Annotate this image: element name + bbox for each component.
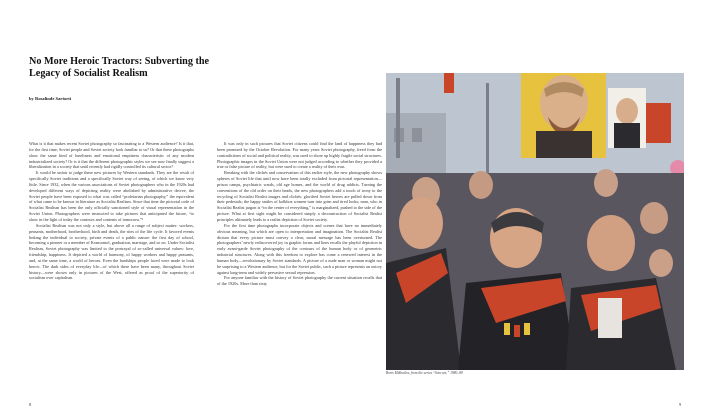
page-number-right: 9: [679, 402, 682, 407]
paragraph: What is it that makes recent Soviet photography so fascinating to a Western audience? Is it that, for the first time, Soviet people and Soviet society look familiar to us? Or that these photographs show the same kind of loneliness and emotional emptiness characteristic of any modern industrialized society? Or is it that the different photographic styles we see now finally suggest a liberalization in a society that until recently had rigidly controlled its cultural sector?: [29, 141, 194, 170]
paragraph: For the first time photographs incorporate objects and scenes that have no immediately obvious meaning, but which are open to interpretation and imagination. The Socialist Realist dictum that every picture must convey a clear, moral message has been overturned. The photographers’ newly rediscovered joy in graphic forms and lines recalls the playful depiction in early avant-garde Soviet photography of the contours of the human body or of geometric industrial structures. Along with this freedom to explore has come a renewed interest in the human body—revolutionary by Soviet standards. A picture of a nude man or woman might not be surprising to a Western audience, but for the Soviet public, such a picture represents an outcry against long-term and widely pervasive sexual repression.: [217, 222, 382, 275]
article-byline: by Rosalinde Sartorti: [29, 96, 72, 101]
figure-photo: [386, 73, 684, 370]
text-column-left: [29, 141, 194, 281]
paragraph: It would be unfair to judge these new pictures by Western standards. They are the result of specifically Soviet traditions and a specifically Soviet way of seeing, of which we know very little. Since 1932, when the various associations of Soviet photographers who in the 1920s had developed different ways of depicting reality were abolished by administrative decree, the Soviet people have been exposed to what was called “proletarian photography,” the equivalent of what came to be known in literature as Socialist Realism. Since that time the pictorial code of Socialist Realism has been the only officially sanctioned style of visual representation in the Soviet Union. Photographers were instructed to take pictures that anticipated the future, “to show in the light of today the contours and contents of tomorrow.”¹: [29, 170, 194, 222]
paragraph: For anyone familiar with the history of Soviet photography the current situation recalls that of the 1920s. More than sixty: [217, 275, 382, 287]
article-title: No More Heroic Tractors: Subverting the Legacy of Socialist Realism: [29, 56, 210, 79]
paragraph: Breaking with the clichés and conservatism of this earlier style, the new photography shows spheres of Soviet life that until now have been totally excluded from pictorial representation—prison camps, psychiatric wards, old age homes, and the world of drug addicts. Turning the conventions of the old order on their heads, the new photographers add a touch of irony to the recycling of Socialist Realist images and clichés: glorified Soviet heroes are pulled down from their pedestals; the happy smiles of kolkhoz women turn into grim and tired looks; man, who in Socialist Realist jargon is “in the center of everything,” is marginalized, pushed to the side of the picture. What at first sight might be considered simply a deconstruction of Socialist Realist principles ultimately leads to a realist depiction of Soviet society.: [217, 170, 382, 222]
figure-caption: Boris Mikhailov, from the series “Sots-art,” 1980–89: [386, 371, 463, 375]
paragraph: Socialist Realism was not only a style, but above all a range of subject matter: workers, peasants, motherhood, brotherhood, birth and death, the rites of the life cycle. It favored events linking the individual to society, private events of a public nature: the first day of school, becoming a pioneer or a member of Komsomol, graduation, marriage, and so on. Under Socialist Realism, Soviet photography was limited to the portrayal of so-called universal values: love, friendship, happiness. It depicted a world of harmony, of happy workers and happy peasants, and, at the same time, a world of heroes. Even the hardships people faced were made to look heroic. The dark sides of everyday life—of which there have been many, throughout Soviet history—were shown only in pictures of the West, offered as proof of the superiority of socialism over capitalism.: [29, 222, 194, 281]
text-column-middle: [217, 141, 382, 287]
paragraph: It was only in such pictures that Soviet citizens could find the land of happiness they had been promised by the October Revolution. For many years Soviet photography, freed from the contradictions of social and political reality, was used to shore up highly fragile social structures. Photographic images in the Soviet Union were not judged according to whether they provided a true or false picture of reality, but were used to create a reality of their own.: [217, 141, 382, 170]
page-number-left: 8: [29, 402, 32, 407]
